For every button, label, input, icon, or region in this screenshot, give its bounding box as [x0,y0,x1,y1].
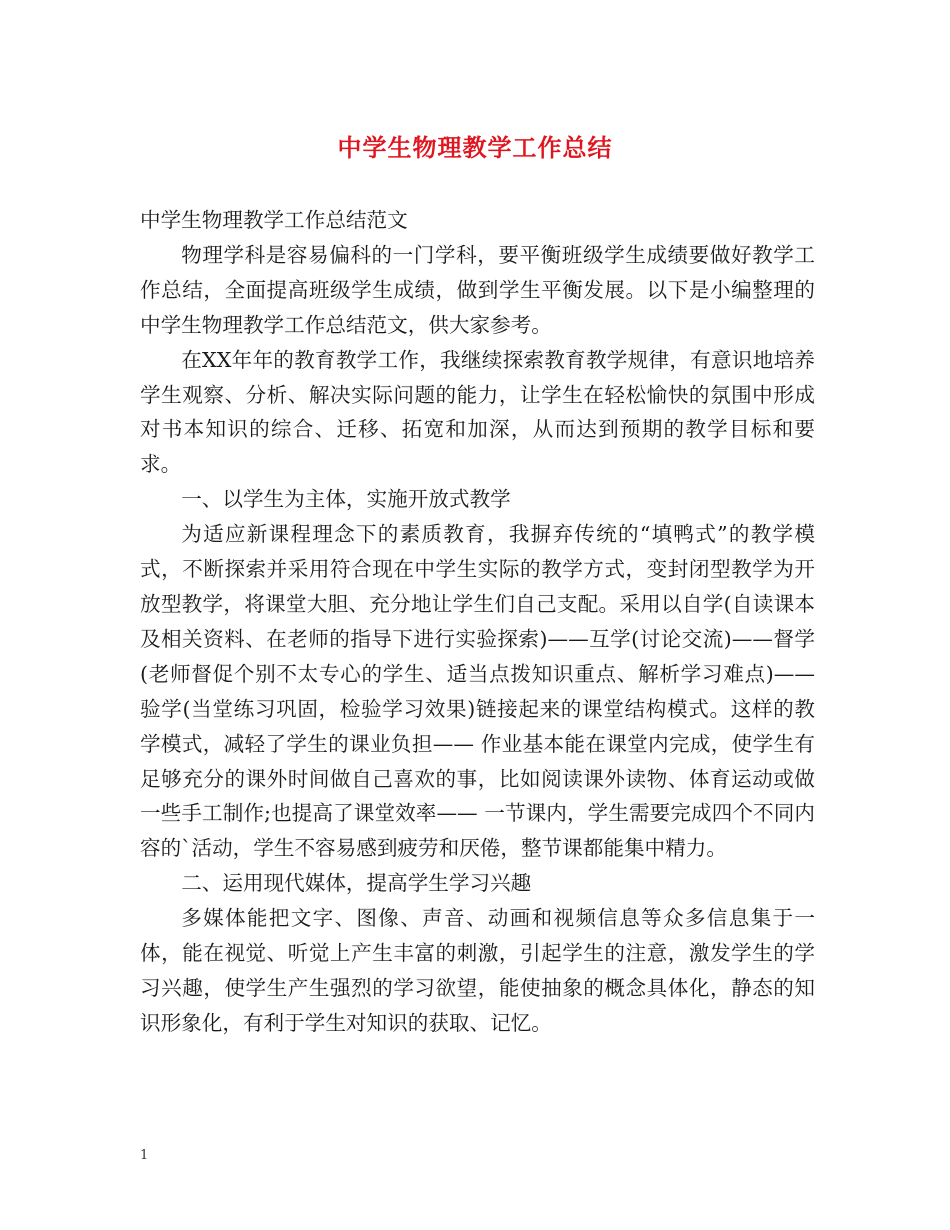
document-title: 中学生物理教学工作总结 [337,133,613,162]
section-1-paragraph: 为适应新课程理念下的素质教育，我摒弃传统的“填鸭式”的教学模式，不断探索并采用符合现在中学生实际的教学方式，变封闭型教学为开放型教学，将课堂大胆、充分地让学生们自己支配。采用以自学(自读课本及相关资料、在老师的指导下进行实验探索)——互学(讨论交流)——督学(老师督促个别不太专心的学生、适当点拨知识重点、解析学习难点)——验学(当堂练习巩固，检验学习效果)链接起来的课堂结构模式。这样的教学模式，减轻了学生的课业负担—— 作业基本能在课堂内完成，使学生有足够充分的课外时间做自己喜欢的事，比如阅读课外读物、体育运动或做一些手工制作;也提高了课堂效率—— 一节课内，学生需要完成四个不同内容的`活动，学生不容易感到疲劳和厌倦，整节课都能集中精力。 [140,522,815,861]
overview-paragraph: 在XX年年的教育教学工作，我继续探索教育教学规律，有意识地培养学生观察、分析、解决实际问题的能力，让学生在轻松愉快的氛围中形成对书本知识的综合、迁移、拓宽和加深，从而达到预期的教学目标和要求。 [140,347,815,477]
document-body [140,203,815,1041]
intro-paragraph: 物理学科是容易偏科的一门学科，要平衡班级学生成绩要做好教学工作总结，全面提高班级学生成绩，做到学生平衡发展。以下是小编整理的中学生物理教学工作总结范文，供大家参考。 [140,242,815,337]
section-heading-1: 一、以学生为主体，实施开放式教学 [181,487,511,512]
section-2-paragraph: 多媒体能把文字、图像、声音、动画和视频信息等众多信息集于一体，能在视觉、听觉上产生丰富的刺激，引起学生的注意，激发学生的学习兴趣，使学生产生强烈的学习欲望，能使抽象的概念具体化，静态的知识形象化，有利于学生对知识的获取、记忆。 [140,906,815,1035]
section-heading-2: 二、运用现代媒体，提高学生学习兴趣 [181,871,532,896]
page-number: 1 [140,1148,149,1163]
subtitle-paragraph: 中学生物理教学工作总结范文 [140,208,408,232]
